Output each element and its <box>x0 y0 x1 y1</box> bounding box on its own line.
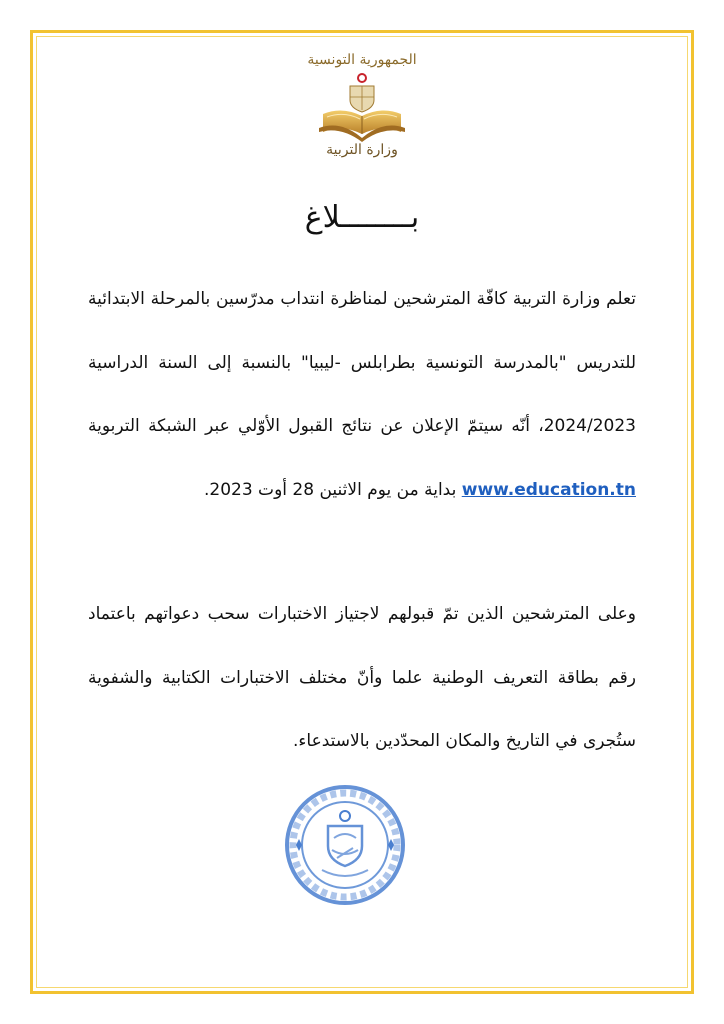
education-website-link[interactable]: www.education.tn <box>461 479 636 500</box>
letterhead <box>0 52 724 158</box>
paragraph-1-text-start: تعلم وزارة التربية كافّة المترشحين لمناظرة انتداب مدرّسين بالمرحلة الابتدائية للتدريس "بالمدرسة التونسية بطرابلس -ليبيا" بالنسبة إلى السنة الدراسية 2024/2023، أنّه سيتمّ الإعلان عن نتائج القبول الأوّلي عبر الشبكة التربوية <box>88 289 636 436</box>
notice-title: بــــــــلاغ <box>304 200 420 235</box>
ministry-emblem-icon <box>317 70 407 142</box>
ministry-name: وزارة التربية <box>326 142 398 158</box>
notice-paragraph-1 <box>88 268 636 522</box>
paragraph-1-text-end: بداية من يوم الاثنين 28 أوت 2023. <box>203 479 457 500</box>
republic-name: الجمهورية التونسية <box>307 52 417 68</box>
ministry-stamp-icon <box>282 782 408 908</box>
notice-paragraph-2: وعلى المترشحين الذين تمّ قبولهم لاجتياز الاختبارات سحب دعواتهم باعتماد رقم بطاقة التعريف الوطنية علما وأنّ مختلف الاختبارات الكتابية والشفوية ستُجرى في التاريخ والمكان المحدّدين بالاستدعاء. <box>88 604 636 751</box>
